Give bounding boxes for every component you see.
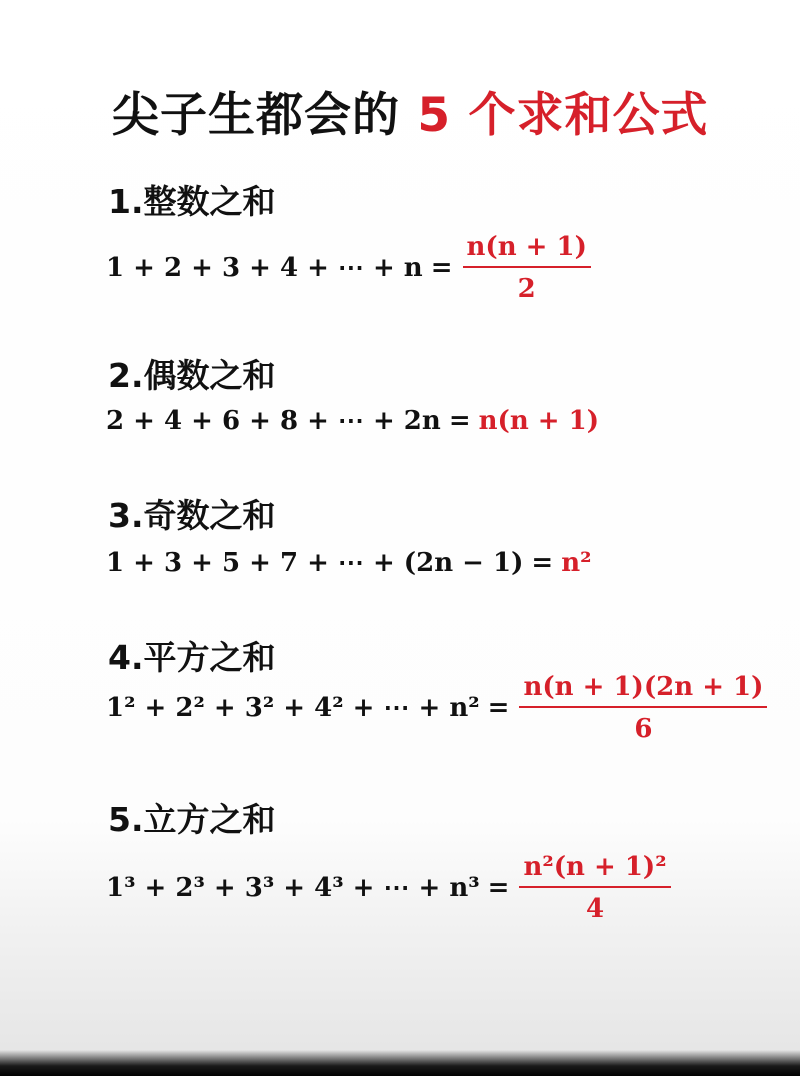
fraction — [519, 672, 767, 744]
formula-square-sum — [106, 672, 767, 744]
fraction-denominator: 4 — [585, 894, 605, 924]
equals-sign: = — [430, 253, 453, 283]
formula-rhs: n(n + 1) — [478, 406, 599, 436]
page-title — [112, 78, 708, 145]
section-heading-even-sum: 2.偶数之和 — [108, 356, 276, 395]
equals-sign: = — [487, 873, 510, 903]
equals-sign: = — [487, 693, 510, 723]
fraction-denominator: 2 — [517, 274, 536, 304]
formula-odd-sum — [106, 548, 591, 578]
section-heading-square-sum: 4.平方之和 — [108, 638, 276, 677]
equals-sign: = — [531, 548, 554, 578]
title-number: 5 — [417, 88, 452, 143]
fraction-denominator: 6 — [634, 714, 653, 744]
formula-lhs: 1² + 2² + 3² + 4² + ⋯ + n² — [106, 693, 480, 723]
formula-integer-sum — [106, 232, 591, 304]
section-heading-odd-sum: 3.奇数之和 — [108, 496, 276, 535]
formula-lhs: 2 + 4 + 6 + 8 + ⋯ + 2n — [106, 406, 441, 436]
formula-even-sum — [106, 406, 599, 436]
title-suffix: 个求和公式 — [468, 88, 709, 143]
formula-lhs: 1 + 2 + 3 + 4 + ⋯ + n — [106, 253, 423, 283]
equals-sign: = — [448, 406, 471, 436]
formula-lhs: 1 + 3 + 5 + 7 + ⋯ + (2n − 1) — [106, 548, 524, 578]
fraction — [519, 852, 670, 924]
formula-lhs: 1³ + 2³ + 3³ + 4³ + ⋯ + n³ — [106, 873, 480, 903]
fraction-numerator: n(n + 1)(2n + 1) — [523, 672, 764, 702]
fraction-numerator: n²(n + 1)² — [523, 852, 667, 882]
fraction — [463, 232, 591, 304]
title-prefix: 尖子生都会的 — [112, 88, 400, 143]
fraction-numerator: n(n + 1) — [466, 232, 587, 262]
section-heading-cube-sum: 5.立方之和 — [108, 800, 276, 839]
formula-rhs: n² — [561, 548, 592, 578]
formula-cube-sum — [106, 852, 671, 924]
section-heading-integer-sum: 1.整数之和 — [108, 182, 276, 221]
